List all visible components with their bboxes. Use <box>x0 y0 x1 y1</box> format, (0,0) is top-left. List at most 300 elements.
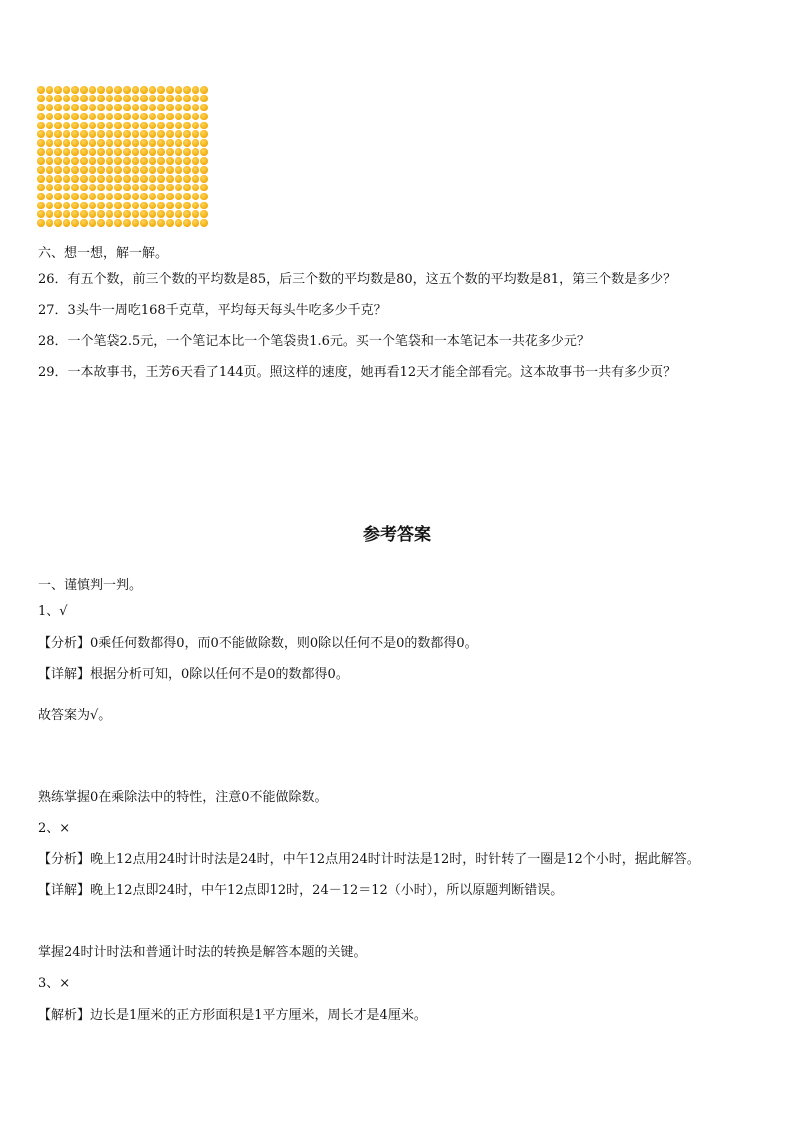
dot <box>140 175 148 183</box>
dot <box>46 175 54 183</box>
dot <box>123 139 131 147</box>
dot <box>200 193 208 201</box>
dot <box>149 219 157 227</box>
dot <box>106 122 114 130</box>
dot <box>192 210 200 218</box>
dot <box>71 219 79 227</box>
dot <box>149 157 157 165</box>
dot <box>123 95 131 103</box>
dot <box>149 175 157 183</box>
dot <box>54 148 62 156</box>
dot <box>46 86 54 94</box>
dot <box>192 202 200 210</box>
dot <box>157 175 165 183</box>
dot <box>175 184 183 192</box>
dot <box>106 157 114 165</box>
dot <box>123 113 131 121</box>
dot <box>132 86 140 94</box>
dot <box>157 148 165 156</box>
dot <box>37 148 45 156</box>
dot <box>106 104 114 112</box>
dot <box>175 95 183 103</box>
dot <box>132 122 140 130</box>
dot <box>114 157 122 165</box>
dot <box>192 148 200 156</box>
dot <box>192 130 200 138</box>
dot <box>46 219 54 227</box>
dot <box>80 202 88 210</box>
dot <box>132 139 140 147</box>
dot <box>157 219 165 227</box>
dot <box>140 202 148 210</box>
dot <box>149 122 157 130</box>
dot <box>89 122 97 130</box>
dot <box>200 175 208 183</box>
answer-2-label: 2、× <box>38 821 71 836</box>
dot <box>175 210 183 218</box>
dot <box>106 193 114 201</box>
answer-2-summary: 掌握24时计时法和普通计时法的转换是解答本题的关键。 <box>38 945 367 960</box>
dot <box>54 113 62 121</box>
dot <box>123 86 131 94</box>
dot <box>157 130 165 138</box>
dot <box>175 122 183 130</box>
dot <box>114 166 122 174</box>
answers-section-1-heading: 一、谨慎判一判。 <box>38 578 143 593</box>
dot <box>183 122 191 130</box>
dot <box>157 104 165 112</box>
dot <box>183 202 191 210</box>
dot <box>123 175 131 183</box>
dot <box>175 202 183 210</box>
dot <box>54 122 62 130</box>
dot <box>54 193 62 201</box>
dot <box>89 219 97 227</box>
dot <box>63 113 71 121</box>
dot <box>63 202 71 210</box>
dot <box>123 122 131 130</box>
dot <box>183 166 191 174</box>
dot <box>63 175 71 183</box>
dot <box>97 139 105 147</box>
dot <box>200 148 208 156</box>
dot <box>37 210 45 218</box>
dot <box>106 130 114 138</box>
dot <box>149 86 157 94</box>
dot <box>132 157 140 165</box>
dot <box>200 202 208 210</box>
dot <box>63 139 71 147</box>
dot <box>114 104 122 112</box>
dot <box>46 193 54 201</box>
dot <box>80 166 88 174</box>
dot <box>89 157 97 165</box>
dot <box>183 95 191 103</box>
dot <box>80 104 88 112</box>
dot <box>63 122 71 130</box>
dot <box>149 113 157 121</box>
dot <box>89 184 97 192</box>
dot <box>89 210 97 218</box>
dot <box>140 166 148 174</box>
dot <box>106 175 114 183</box>
dot <box>71 166 79 174</box>
dot <box>166 148 174 156</box>
dot <box>80 219 88 227</box>
dot <box>106 184 114 192</box>
dot <box>132 130 140 138</box>
dot <box>97 122 105 130</box>
dot <box>140 219 148 227</box>
dot <box>132 104 140 112</box>
dot <box>37 219 45 227</box>
dot <box>140 184 148 192</box>
dot <box>71 184 79 192</box>
dot <box>80 148 88 156</box>
dot <box>140 130 148 138</box>
dot <box>157 86 165 94</box>
dot <box>192 175 200 183</box>
dot <box>140 193 148 201</box>
dot <box>123 130 131 138</box>
dot <box>106 95 114 103</box>
dot <box>166 202 174 210</box>
dot <box>46 122 54 130</box>
dot <box>200 95 208 103</box>
dot <box>123 202 131 210</box>
dot <box>54 184 62 192</box>
dot <box>63 130 71 138</box>
dot <box>149 193 157 201</box>
dot <box>89 202 97 210</box>
answers-title: 参考答案 <box>363 525 431 545</box>
dot <box>80 122 88 130</box>
dot <box>140 104 148 112</box>
dot <box>123 184 131 192</box>
question-27: 27．3头牛一周吃168千克草，平均每天每头牛吃多少千克？ <box>38 303 387 318</box>
dot <box>106 219 114 227</box>
dot <box>80 95 88 103</box>
dot <box>37 130 45 138</box>
dot <box>46 113 54 121</box>
dot <box>37 95 45 103</box>
dot <box>149 166 157 174</box>
dot <box>71 157 79 165</box>
dot <box>175 148 183 156</box>
dot <box>46 130 54 138</box>
dot <box>140 113 148 121</box>
dot <box>166 193 174 201</box>
dot <box>106 148 114 156</box>
dot <box>175 175 183 183</box>
dot <box>132 184 140 192</box>
dot <box>157 202 165 210</box>
answer-1-label: 1、√ <box>38 604 68 619</box>
dot <box>71 210 79 218</box>
dot <box>166 184 174 192</box>
dot <box>123 219 131 227</box>
dot <box>46 184 54 192</box>
dot <box>123 104 131 112</box>
dot <box>80 175 88 183</box>
dot <box>200 122 208 130</box>
dot <box>80 193 88 201</box>
dot <box>46 139 54 147</box>
dot <box>192 139 200 147</box>
dot <box>192 122 200 130</box>
dot <box>149 148 157 156</box>
dot <box>63 95 71 103</box>
question-28: 28．一个笔袋2.5元，一个笔记本比一个笔袋贵1.6元。买一个笔袋和一本笔记本一共花多少元？ <box>38 334 590 349</box>
dot <box>166 122 174 130</box>
dot <box>97 175 105 183</box>
dot <box>54 219 62 227</box>
dot <box>37 113 45 121</box>
answer-1-analysis: 【分析】0乘任何数都得0，而0不能做除数，则0除以任何不是0的数都得0。 <box>38 636 478 651</box>
dot <box>80 210 88 218</box>
dot <box>140 210 148 218</box>
dot <box>166 210 174 218</box>
dot <box>71 95 79 103</box>
dot <box>89 175 97 183</box>
dot <box>157 210 165 218</box>
dot <box>175 219 183 227</box>
dot <box>106 210 114 218</box>
dot <box>200 130 208 138</box>
dot <box>46 166 54 174</box>
dot <box>132 219 140 227</box>
dot <box>37 122 45 130</box>
dot <box>192 104 200 112</box>
dot <box>71 139 79 147</box>
dot <box>132 148 140 156</box>
dot <box>46 148 54 156</box>
dot <box>54 104 62 112</box>
dot <box>192 166 200 174</box>
dot <box>54 210 62 218</box>
dot <box>97 113 105 121</box>
dot <box>175 113 183 121</box>
dot <box>63 166 71 174</box>
dot <box>166 86 174 94</box>
dot <box>97 104 105 112</box>
dot <box>132 210 140 218</box>
dot <box>97 219 105 227</box>
dot <box>157 139 165 147</box>
section-6-heading: 六、想一想，解一解。 <box>38 246 169 261</box>
dot <box>89 86 97 94</box>
dot <box>183 210 191 218</box>
dot <box>157 184 165 192</box>
dot <box>114 219 122 227</box>
dot <box>89 166 97 174</box>
dot <box>140 86 148 94</box>
dot <box>149 95 157 103</box>
dot <box>183 193 191 201</box>
dot <box>200 166 208 174</box>
dot <box>63 219 71 227</box>
dot <box>123 193 131 201</box>
dot <box>192 95 200 103</box>
dot <box>54 139 62 147</box>
dot <box>106 86 114 94</box>
dot <box>157 166 165 174</box>
answer-2-detail: 【详解】晚上12点即24时，中午12点即12时，24－12＝12（小时），所以原题判断错误。 <box>38 883 564 898</box>
dot <box>89 139 97 147</box>
dot <box>157 122 165 130</box>
dot <box>89 95 97 103</box>
dot <box>200 157 208 165</box>
dot <box>54 166 62 174</box>
question-29: 29．一本故事书，王芳6天看了144页。照这样的速度，她再看12天才能全部看完。这本故事书一共有多少页？ <box>38 365 677 380</box>
dot <box>71 86 79 94</box>
dot <box>200 104 208 112</box>
dot <box>114 95 122 103</box>
dot <box>183 139 191 147</box>
dot <box>89 193 97 201</box>
dot <box>80 184 88 192</box>
dot <box>114 210 122 218</box>
dot <box>149 202 157 210</box>
dot <box>97 166 105 174</box>
dot <box>97 193 105 201</box>
dot <box>46 104 54 112</box>
dot <box>166 130 174 138</box>
dot <box>114 122 122 130</box>
dot <box>192 86 200 94</box>
dot <box>97 157 105 165</box>
dot <box>132 175 140 183</box>
dot <box>106 113 114 121</box>
dot <box>175 104 183 112</box>
dot <box>166 139 174 147</box>
dot <box>89 113 97 121</box>
dot <box>140 122 148 130</box>
dot <box>80 157 88 165</box>
dot <box>114 139 122 147</box>
dot <box>97 210 105 218</box>
dot <box>175 130 183 138</box>
dot <box>80 130 88 138</box>
dot <box>80 113 88 121</box>
dot <box>71 193 79 201</box>
dot <box>106 202 114 210</box>
dot <box>166 219 174 227</box>
dot <box>37 184 45 192</box>
dot <box>183 130 191 138</box>
dot <box>89 104 97 112</box>
dot <box>192 157 200 165</box>
dot <box>175 157 183 165</box>
dot <box>175 166 183 174</box>
dot <box>183 184 191 192</box>
dot <box>89 148 97 156</box>
dot <box>37 104 45 112</box>
dot <box>183 148 191 156</box>
dot <box>114 148 122 156</box>
dot <box>192 184 200 192</box>
dot <box>54 95 62 103</box>
dot <box>200 113 208 121</box>
dot <box>114 175 122 183</box>
dot <box>71 148 79 156</box>
dot <box>157 113 165 121</box>
dot <box>54 86 62 94</box>
answer-1-summary: 熟练掌握0在乘除法中的特性，注意0不能做除数。 <box>38 790 328 805</box>
dot <box>54 175 62 183</box>
dot <box>183 219 191 227</box>
dot <box>71 104 79 112</box>
dot <box>149 210 157 218</box>
dot <box>132 95 140 103</box>
question-26: 26．有五个数，前三个数的平均数是85，后三个数的平均数是80，这五个数的平均数是81，第三个数是多少？ <box>38 272 677 287</box>
dot <box>157 157 165 165</box>
dot <box>63 210 71 218</box>
dot <box>63 86 71 94</box>
dot <box>166 166 174 174</box>
dot <box>97 148 105 156</box>
dot-array-figure <box>37 86 209 228</box>
dot <box>183 86 191 94</box>
dot <box>63 193 71 201</box>
answer-1-detail: 【详解】根据分析可知，0除以任何不是0的数都得0。 <box>38 667 349 682</box>
dot <box>149 104 157 112</box>
dot <box>166 95 174 103</box>
dot <box>63 184 71 192</box>
dot <box>46 157 54 165</box>
dot <box>46 202 54 210</box>
dot <box>97 86 105 94</box>
dot <box>183 175 191 183</box>
dot <box>114 86 122 94</box>
dot <box>80 86 88 94</box>
dot <box>71 130 79 138</box>
dot <box>63 104 71 112</box>
dot <box>123 210 131 218</box>
dot <box>37 86 45 94</box>
dot <box>37 139 45 147</box>
dot <box>54 157 62 165</box>
dot <box>80 139 88 147</box>
dot <box>71 122 79 130</box>
dot <box>175 139 183 147</box>
dot <box>106 166 114 174</box>
dot <box>46 210 54 218</box>
dot <box>166 157 174 165</box>
dot <box>192 193 200 201</box>
dot <box>114 202 122 210</box>
dot <box>37 166 45 174</box>
dot <box>132 193 140 201</box>
dot <box>200 219 208 227</box>
dot <box>140 139 148 147</box>
dot <box>166 175 174 183</box>
dot <box>37 157 45 165</box>
dot <box>200 184 208 192</box>
answer-1-conclusion: 故答案为√。 <box>38 708 112 723</box>
dot <box>123 157 131 165</box>
dot <box>175 86 183 94</box>
dot <box>97 184 105 192</box>
dot <box>89 130 97 138</box>
dot <box>140 157 148 165</box>
dot <box>63 148 71 156</box>
dot <box>149 139 157 147</box>
dot <box>71 202 79 210</box>
dot <box>54 202 62 210</box>
dot <box>123 148 131 156</box>
dot <box>114 113 122 121</box>
